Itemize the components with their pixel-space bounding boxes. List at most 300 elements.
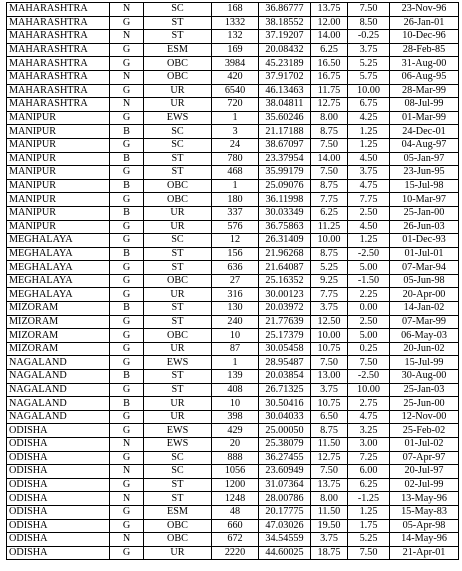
state-cell: MANIPUR bbox=[7, 220, 110, 234]
score-cell: 20.03854 bbox=[259, 370, 311, 384]
state-cell: ODISHA bbox=[7, 465, 110, 479]
score-cell: 36.75863 bbox=[259, 220, 311, 234]
category-cell: G bbox=[110, 383, 144, 397]
count-cell: 780 bbox=[212, 152, 259, 166]
count-cell: 168 bbox=[212, 3, 259, 17]
date-cell: 26-Jan-01 bbox=[390, 16, 459, 30]
date-cell: 08-Jul-99 bbox=[390, 98, 459, 112]
category-cell: N bbox=[110, 70, 144, 84]
state-cell: ODISHA bbox=[7, 533, 110, 547]
value-a-cell: 8.75 bbox=[311, 424, 348, 438]
state-cell: MIZORAM bbox=[7, 329, 110, 343]
count-cell: 48 bbox=[212, 505, 259, 519]
score-cell: 21.64087 bbox=[259, 261, 311, 275]
state-cell: NAGALAND bbox=[7, 370, 110, 384]
value-a-cell: 11.50 bbox=[311, 505, 348, 519]
table-row bbox=[7, 247, 459, 261]
score-cell: 21.96268 bbox=[259, 247, 311, 261]
date-cell: 06-Aug-95 bbox=[390, 70, 459, 84]
state-cell: MANIPUR bbox=[7, 193, 110, 207]
value-a-cell: 16.75 bbox=[311, 70, 348, 84]
caste-cell: SC bbox=[144, 125, 212, 139]
category-cell: G bbox=[110, 84, 144, 98]
count-cell: 139 bbox=[212, 370, 259, 384]
caste-cell: ESM bbox=[144, 43, 212, 57]
value-a-cell: 7.50 bbox=[311, 356, 348, 370]
state-cell: MAHARASHTRA bbox=[7, 30, 110, 44]
state-cell: MANIPUR bbox=[7, 206, 110, 220]
score-cell: 23.60949 bbox=[259, 465, 311, 479]
count-cell: 87 bbox=[212, 342, 259, 356]
caste-cell: UR bbox=[144, 342, 212, 356]
score-cell: 35.60246 bbox=[259, 111, 311, 125]
count-cell: 720 bbox=[212, 98, 259, 112]
date-cell: 07-Mar-99 bbox=[390, 315, 459, 329]
value-b-cell: -0.25 bbox=[348, 30, 390, 44]
table-row bbox=[7, 465, 459, 479]
value-a-cell: 3.75 bbox=[311, 383, 348, 397]
count-cell: 156 bbox=[212, 247, 259, 261]
caste-cell: OBC bbox=[144, 70, 212, 84]
date-cell: 20-Apr-00 bbox=[390, 288, 459, 302]
value-b-cell: 8.50 bbox=[348, 16, 390, 30]
value-a-cell: 11.50 bbox=[311, 438, 348, 452]
count-cell: 169 bbox=[212, 43, 259, 57]
caste-cell: UR bbox=[144, 84, 212, 98]
caste-cell: SC bbox=[144, 138, 212, 152]
value-a-cell: 8.75 bbox=[311, 125, 348, 139]
table-row bbox=[7, 179, 459, 193]
value-a-cell: 12.75 bbox=[311, 98, 348, 112]
table-row bbox=[7, 438, 459, 452]
table-row bbox=[7, 98, 459, 112]
value-a-cell: 12.00 bbox=[311, 16, 348, 30]
category-cell: G bbox=[110, 57, 144, 71]
value-b-cell: 10.00 bbox=[348, 84, 390, 98]
count-cell: 420 bbox=[212, 70, 259, 84]
category-cell: G bbox=[110, 342, 144, 356]
table-row bbox=[7, 329, 459, 343]
value-b-cell: 6.25 bbox=[348, 478, 390, 492]
score-cell: 30.50416 bbox=[259, 397, 311, 411]
count-cell: 408 bbox=[212, 383, 259, 397]
category-cell: N bbox=[110, 3, 144, 17]
value-b-cell: 4.75 bbox=[348, 179, 390, 193]
value-a-cell: 7.75 bbox=[311, 288, 348, 302]
value-b-cell: 7.50 bbox=[348, 356, 390, 370]
state-cell: MIZORAM bbox=[7, 342, 110, 356]
caste-cell: OBC bbox=[144, 274, 212, 288]
value-b-cell: 7.50 bbox=[348, 3, 390, 17]
caste-cell: ST bbox=[144, 383, 212, 397]
score-cell: 38.67097 bbox=[259, 138, 311, 152]
date-cell: 04-Aug-97 bbox=[390, 138, 459, 152]
table-row bbox=[7, 519, 459, 533]
value-b-cell: 5.00 bbox=[348, 261, 390, 275]
count-cell: 10 bbox=[212, 397, 259, 411]
category-cell: G bbox=[110, 43, 144, 57]
state-cell: MANIPUR bbox=[7, 138, 110, 152]
value-b-cell: 2.50 bbox=[348, 206, 390, 220]
value-b-cell: 5.25 bbox=[348, 57, 390, 71]
table-row bbox=[7, 410, 459, 424]
score-cell: 30.00123 bbox=[259, 288, 311, 302]
category-cell: G bbox=[110, 166, 144, 180]
value-b-cell: 5.75 bbox=[348, 70, 390, 84]
value-b-cell: 1.25 bbox=[348, 234, 390, 248]
count-cell: 576 bbox=[212, 220, 259, 234]
count-cell: 24 bbox=[212, 138, 259, 152]
date-cell: 10-Dec-96 bbox=[390, 30, 459, 44]
category-cell: N bbox=[110, 98, 144, 112]
value-a-cell: 9.25 bbox=[311, 274, 348, 288]
category-cell: G bbox=[110, 546, 144, 560]
table-row bbox=[7, 220, 459, 234]
state-cell: NAGALAND bbox=[7, 356, 110, 370]
value-b-cell: 0.25 bbox=[348, 342, 390, 356]
date-cell: 13-May-96 bbox=[390, 492, 459, 506]
count-cell: 316 bbox=[212, 288, 259, 302]
category-cell: N bbox=[110, 438, 144, 452]
table-row bbox=[7, 342, 459, 356]
count-cell: 130 bbox=[212, 302, 259, 316]
category-cell: G bbox=[110, 16, 144, 30]
value-a-cell: 18.75 bbox=[311, 546, 348, 560]
score-cell: 36.11998 bbox=[259, 193, 311, 207]
table-row bbox=[7, 43, 459, 57]
category-cell: B bbox=[110, 370, 144, 384]
table-row bbox=[7, 206, 459, 220]
value-a-cell: 6.25 bbox=[311, 43, 348, 57]
table-row bbox=[7, 234, 459, 248]
table-row bbox=[7, 125, 459, 139]
table-row bbox=[7, 533, 459, 547]
caste-cell: OBC bbox=[144, 193, 212, 207]
value-b-cell: 2.25 bbox=[348, 288, 390, 302]
value-b-cell: 1.25 bbox=[348, 138, 390, 152]
caste-cell: UR bbox=[144, 410, 212, 424]
state-cell: MAHARASHTRA bbox=[7, 3, 110, 17]
score-cell: 30.03349 bbox=[259, 206, 311, 220]
category-cell: N bbox=[110, 465, 144, 479]
date-cell: 02-Jul-99 bbox=[390, 478, 459, 492]
state-cell: NAGALAND bbox=[7, 410, 110, 424]
score-cell: 28.95487 bbox=[259, 356, 311, 370]
caste-cell: ST bbox=[144, 492, 212, 506]
score-cell: 31.07364 bbox=[259, 478, 311, 492]
date-cell: 12-Nov-00 bbox=[390, 410, 459, 424]
date-cell: 01-Dec-93 bbox=[390, 234, 459, 248]
date-cell: 15-Jul-98 bbox=[390, 179, 459, 193]
score-cell: 36.86777 bbox=[259, 3, 311, 17]
table-row bbox=[7, 84, 459, 98]
table-row bbox=[7, 546, 459, 560]
score-cell: 25.00050 bbox=[259, 424, 311, 438]
date-cell: 01-Jul-02 bbox=[390, 438, 459, 452]
category-cell: G bbox=[110, 193, 144, 207]
value-a-cell: 6.50 bbox=[311, 410, 348, 424]
caste-cell: ST bbox=[144, 166, 212, 180]
value-b-cell: -2.50 bbox=[348, 247, 390, 261]
value-b-cell: 5.00 bbox=[348, 329, 390, 343]
score-cell: 25.09076 bbox=[259, 179, 311, 193]
caste-cell: ST bbox=[144, 315, 212, 329]
value-a-cell: 7.50 bbox=[311, 166, 348, 180]
caste-cell: OBC bbox=[144, 179, 212, 193]
caste-cell: UR bbox=[144, 220, 212, 234]
value-b-cell: 5.25 bbox=[348, 533, 390, 547]
caste-cell: SC bbox=[144, 3, 212, 17]
score-cell: 23.37954 bbox=[259, 152, 311, 166]
count-cell: 1 bbox=[212, 179, 259, 193]
value-b-cell: 1.75 bbox=[348, 519, 390, 533]
table-row bbox=[7, 356, 459, 370]
state-cell: MAHARASHTRA bbox=[7, 84, 110, 98]
score-cell: 25.17379 bbox=[259, 329, 311, 343]
state-cell: MEGHALAYA bbox=[7, 234, 110, 248]
data-table-sheet bbox=[6, 2, 458, 560]
date-cell: 01-Jul-01 bbox=[390, 247, 459, 261]
count-cell: 1332 bbox=[212, 16, 259, 30]
state-cell: ODISHA bbox=[7, 438, 110, 452]
table-row bbox=[7, 70, 459, 84]
category-cell: B bbox=[110, 247, 144, 261]
value-a-cell: 14.00 bbox=[311, 30, 348, 44]
state-cell: ODISHA bbox=[7, 546, 110, 560]
state-cell: ODISHA bbox=[7, 519, 110, 533]
caste-cell: EWS bbox=[144, 438, 212, 452]
caste-cell: UR bbox=[144, 397, 212, 411]
table-row bbox=[7, 370, 459, 384]
value-a-cell: 13.75 bbox=[311, 3, 348, 17]
category-cell: G bbox=[110, 478, 144, 492]
score-cell: 44.60025 bbox=[259, 546, 311, 560]
caste-cell: UR bbox=[144, 98, 212, 112]
date-cell: 25-Jan-03 bbox=[390, 383, 459, 397]
value-b-cell: 0.00 bbox=[348, 302, 390, 316]
date-cell: 21-Apr-01 bbox=[390, 546, 459, 560]
state-cell: MEGHALAYA bbox=[7, 288, 110, 302]
date-cell: 20-Jun-02 bbox=[390, 342, 459, 356]
category-cell: N bbox=[110, 533, 144, 547]
value-b-cell: -1.50 bbox=[348, 274, 390, 288]
category-cell: G bbox=[110, 410, 144, 424]
value-a-cell: 3.75 bbox=[311, 533, 348, 547]
data-table bbox=[6, 2, 459, 560]
date-cell: 25-Feb-02 bbox=[390, 424, 459, 438]
table-row bbox=[7, 3, 459, 17]
value-a-cell: 10.75 bbox=[311, 397, 348, 411]
date-cell: 23-Nov-96 bbox=[390, 3, 459, 17]
value-b-cell: 2.75 bbox=[348, 397, 390, 411]
date-cell: 14-May-96 bbox=[390, 533, 459, 547]
category-cell: B bbox=[110, 397, 144, 411]
category-cell: N bbox=[110, 492, 144, 506]
category-cell: G bbox=[110, 329, 144, 343]
value-b-cell: -1.25 bbox=[348, 492, 390, 506]
state-cell: MANIPUR bbox=[7, 152, 110, 166]
date-cell: 31-Aug-00 bbox=[390, 57, 459, 71]
caste-cell: ST bbox=[144, 152, 212, 166]
category-cell: G bbox=[110, 356, 144, 370]
value-a-cell: 7.75 bbox=[311, 193, 348, 207]
count-cell: 20 bbox=[212, 438, 259, 452]
date-cell: 07-Mar-94 bbox=[390, 261, 459, 275]
value-a-cell: 10.00 bbox=[311, 234, 348, 248]
value-a-cell: 5.25 bbox=[311, 261, 348, 275]
table-row bbox=[7, 166, 459, 180]
category-cell: G bbox=[110, 288, 144, 302]
score-cell: 35.99179 bbox=[259, 166, 311, 180]
category-cell: B bbox=[110, 302, 144, 316]
date-cell: 30-Aug-00 bbox=[390, 370, 459, 384]
table-row bbox=[7, 478, 459, 492]
caste-cell: ST bbox=[144, 261, 212, 275]
count-cell: 468 bbox=[212, 166, 259, 180]
caste-cell: ST bbox=[144, 30, 212, 44]
count-cell: 888 bbox=[212, 451, 259, 465]
score-cell: 25.38079 bbox=[259, 438, 311, 452]
date-cell: 25-Jan-00 bbox=[390, 206, 459, 220]
caste-cell: ST bbox=[144, 478, 212, 492]
category-cell: B bbox=[110, 125, 144, 139]
state-cell: MEGHALAYA bbox=[7, 261, 110, 275]
count-cell: 398 bbox=[212, 410, 259, 424]
count-cell: 3984 bbox=[212, 57, 259, 71]
category-cell: B bbox=[110, 152, 144, 166]
state-cell: ODISHA bbox=[7, 492, 110, 506]
count-cell: 1056 bbox=[212, 465, 259, 479]
date-cell: 10-Mar-97 bbox=[390, 193, 459, 207]
value-a-cell: 13.75 bbox=[311, 478, 348, 492]
category-cell: G bbox=[110, 274, 144, 288]
table-row bbox=[7, 451, 459, 465]
count-cell: 1248 bbox=[212, 492, 259, 506]
count-cell: 1200 bbox=[212, 478, 259, 492]
value-b-cell: 2.50 bbox=[348, 315, 390, 329]
state-cell: MEGHALAYA bbox=[7, 274, 110, 288]
date-cell: 06-May-03 bbox=[390, 329, 459, 343]
caste-cell: OBC bbox=[144, 519, 212, 533]
date-cell: 25-Jun-00 bbox=[390, 397, 459, 411]
value-b-cell: 3.00 bbox=[348, 438, 390, 452]
state-cell: MANIPUR bbox=[7, 179, 110, 193]
category-cell: G bbox=[110, 220, 144, 234]
value-b-cell: -2.50 bbox=[348, 370, 390, 384]
state-cell: MAHARASHTRA bbox=[7, 43, 110, 57]
score-cell: 46.13463 bbox=[259, 84, 311, 98]
value-b-cell: 4.75 bbox=[348, 410, 390, 424]
value-b-cell: 4.50 bbox=[348, 220, 390, 234]
category-cell: G bbox=[110, 451, 144, 465]
score-cell: 28.00786 bbox=[259, 492, 311, 506]
date-cell: 05-Apr-98 bbox=[390, 519, 459, 533]
table-row bbox=[7, 30, 459, 44]
state-cell: MANIPUR bbox=[7, 111, 110, 125]
value-a-cell: 19.50 bbox=[311, 519, 348, 533]
count-cell: 2220 bbox=[212, 546, 259, 560]
table-row bbox=[7, 261, 459, 275]
category-cell: G bbox=[110, 111, 144, 125]
score-cell: 34.54559 bbox=[259, 533, 311, 547]
caste-cell: ESM bbox=[144, 505, 212, 519]
date-cell: 15-May-83 bbox=[390, 505, 459, 519]
value-b-cell: 3.75 bbox=[348, 43, 390, 57]
date-cell: 07-Apr-97 bbox=[390, 451, 459, 465]
value-a-cell: 6.25 bbox=[311, 206, 348, 220]
caste-cell: UR bbox=[144, 206, 212, 220]
count-cell: 180 bbox=[212, 193, 259, 207]
date-cell: 05-Jun-98 bbox=[390, 274, 459, 288]
state-cell: MIZORAM bbox=[7, 302, 110, 316]
score-cell: 38.18552 bbox=[259, 16, 311, 30]
value-b-cell: 7.50 bbox=[348, 546, 390, 560]
value-a-cell: 14.00 bbox=[311, 152, 348, 166]
table-row bbox=[7, 288, 459, 302]
state-cell: MANIPUR bbox=[7, 166, 110, 180]
state-cell: MAHARASHTRA bbox=[7, 70, 110, 84]
table-row bbox=[7, 315, 459, 329]
date-cell: 28-Feb-85 bbox=[390, 43, 459, 57]
value-b-cell: 3.25 bbox=[348, 424, 390, 438]
score-cell: 45.23189 bbox=[259, 57, 311, 71]
date-cell: 24-Dec-01 bbox=[390, 125, 459, 139]
count-cell: 672 bbox=[212, 533, 259, 547]
caste-cell: OBC bbox=[144, 533, 212, 547]
caste-cell: SC bbox=[144, 465, 212, 479]
score-cell: 38.04811 bbox=[259, 98, 311, 112]
category-cell: G bbox=[110, 315, 144, 329]
value-b-cell: 10.00 bbox=[348, 383, 390, 397]
count-cell: 3 bbox=[212, 125, 259, 139]
table-row bbox=[7, 383, 459, 397]
table-body bbox=[7, 3, 459, 560]
score-cell: 21.17188 bbox=[259, 125, 311, 139]
state-cell: MEGHALAYA bbox=[7, 247, 110, 261]
date-cell: 26-Jun-03 bbox=[390, 220, 459, 234]
caste-cell: EWS bbox=[144, 111, 212, 125]
state-cell: MANIPUR bbox=[7, 125, 110, 139]
date-cell: 01-Mar-99 bbox=[390, 111, 459, 125]
caste-cell: UR bbox=[144, 546, 212, 560]
count-cell: 132 bbox=[212, 30, 259, 44]
score-cell: 37.19207 bbox=[259, 30, 311, 44]
value-a-cell: 16.50 bbox=[311, 57, 348, 71]
table-row bbox=[7, 16, 459, 30]
caste-cell: ST bbox=[144, 370, 212, 384]
state-cell: ODISHA bbox=[7, 424, 110, 438]
date-cell: 23-Jun-95 bbox=[390, 166, 459, 180]
score-cell: 30.05458 bbox=[259, 342, 311, 356]
category-cell: B bbox=[110, 206, 144, 220]
score-cell: 25.16352 bbox=[259, 274, 311, 288]
table-row bbox=[7, 152, 459, 166]
caste-cell: ST bbox=[144, 16, 212, 30]
caste-cell: SC bbox=[144, 451, 212, 465]
state-cell: ODISHA bbox=[7, 505, 110, 519]
caste-cell: OBC bbox=[144, 57, 212, 71]
score-cell: 26.71325 bbox=[259, 383, 311, 397]
count-cell: 10 bbox=[212, 329, 259, 343]
value-a-cell: 8.00 bbox=[311, 111, 348, 125]
caste-cell: EWS bbox=[144, 424, 212, 438]
caste-cell: SC bbox=[144, 234, 212, 248]
state-cell: NAGALAND bbox=[7, 383, 110, 397]
value-b-cell: 7.75 bbox=[348, 193, 390, 207]
caste-cell: EWS bbox=[144, 356, 212, 370]
value-b-cell: 3.75 bbox=[348, 166, 390, 180]
table-row bbox=[7, 424, 459, 438]
